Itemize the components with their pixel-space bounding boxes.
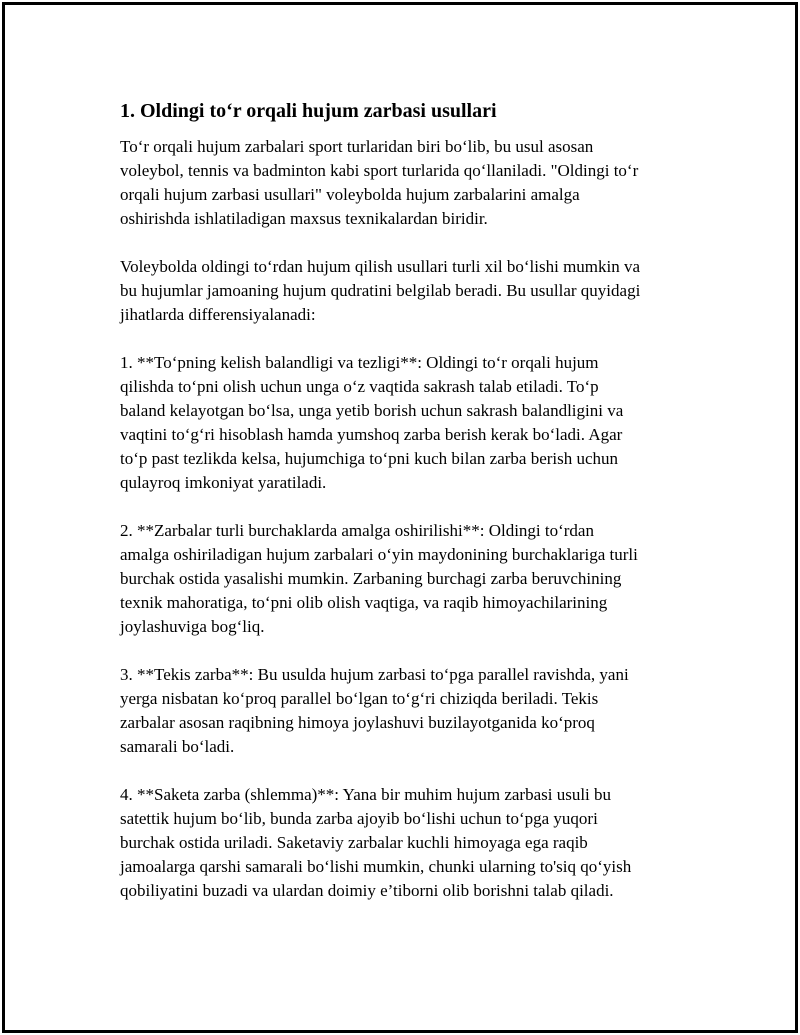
paragraph-intro: To‘r orqali hujum zarbalari sport turlaridan biri bo‘lib, bu usul asosan voleybol, tennis va badminton kabi sport turlarida qo‘llaniladi. "Oldingi to‘r orqali hujum zarbasi usullari" voleybolda hujum zarbalarini amalga oshirishda ishlatiladigan maxsus texnikalardan biridir. bbox=[120, 137, 639, 228]
section-heading: 1. Oldingi to‘r orqali hujum zarbasi usullari bbox=[120, 100, 497, 122]
paragraph-item-1: 1. **To‘pning kelish balandligi va tezligi**: Oldingi to‘r orqali hujum qilishda to‘pni olish uchun unga o‘z vaqtida sakrash talab etiladi. To‘p baland kelayotgan bo‘lsa, unga yetib borish uchun sakrash balandligini va vaqtini to‘g‘ri hisoblash hamda yumshoq zarba berish kerak bo‘ladi. Agar to‘p past tezlikda kelsa, hujumchiga to‘pni kuch bilan zarba berish uchun qulayroq imkoniyat yaratiladi. bbox=[120, 353, 624, 492]
page-frame bbox=[2, 2, 798, 1033]
paragraph-item-2: 2. **Zarbalar turli burchaklarda amalga oshirilishi**: Oldingi to‘rdan amalga oshiriladigan hujum zarbalari o‘yin maydonining burchaklariga turli burchak ostida yasalishi mumkin. Zarbaning burchagi zarba beruvchining texnik mahoratiga, to‘pni olib olish vaqtiga, va raqib himoyachilarining joylashuviga bog‘liq. bbox=[120, 521, 638, 636]
paragraph-item-4: 4. **Saketa zarba (shlemma)**: Yana bir muhim hujum zarbasi usuli bu satettik hujum bo‘lib, bunda zarba ajoyib bo‘lishi uchun to‘pga yuqori burchak ostida uriladi. Saketaviy zarbalar kuchli himoyaga ega raqib jamoalarga qarshi samarali bo‘lishi mumkin, chunki ularning to'siq qo‘yish qobiliyatini buzadi va ulardan doimiy e’tiborni olib borishni talab qiladi. bbox=[120, 785, 632, 900]
document-body bbox=[120, 97, 700, 927]
paragraph-item-3: 3. **Tekis zarba**: Bu usulda hujum zarbasi to‘pga parallel ravishda, yani yerga nisbatan ko‘proq parallel bo‘lgan to‘g‘ri chiziqda beriladi. Tekis zarbalar asosan raqibning himoya joylashuvi buzilayotganida ko‘proq samarali bo‘ladi. bbox=[120, 665, 629, 756]
paragraph-overview: Voleybolda oldingi to‘rdan hujum qilish usullari turli xil bo‘lishi mumkin va bu hujumlar jamoaning hujum qudratini belgilab beradi. Bu usullar quyidagi jihatlarda differensiyalanadi: bbox=[120, 257, 641, 324]
